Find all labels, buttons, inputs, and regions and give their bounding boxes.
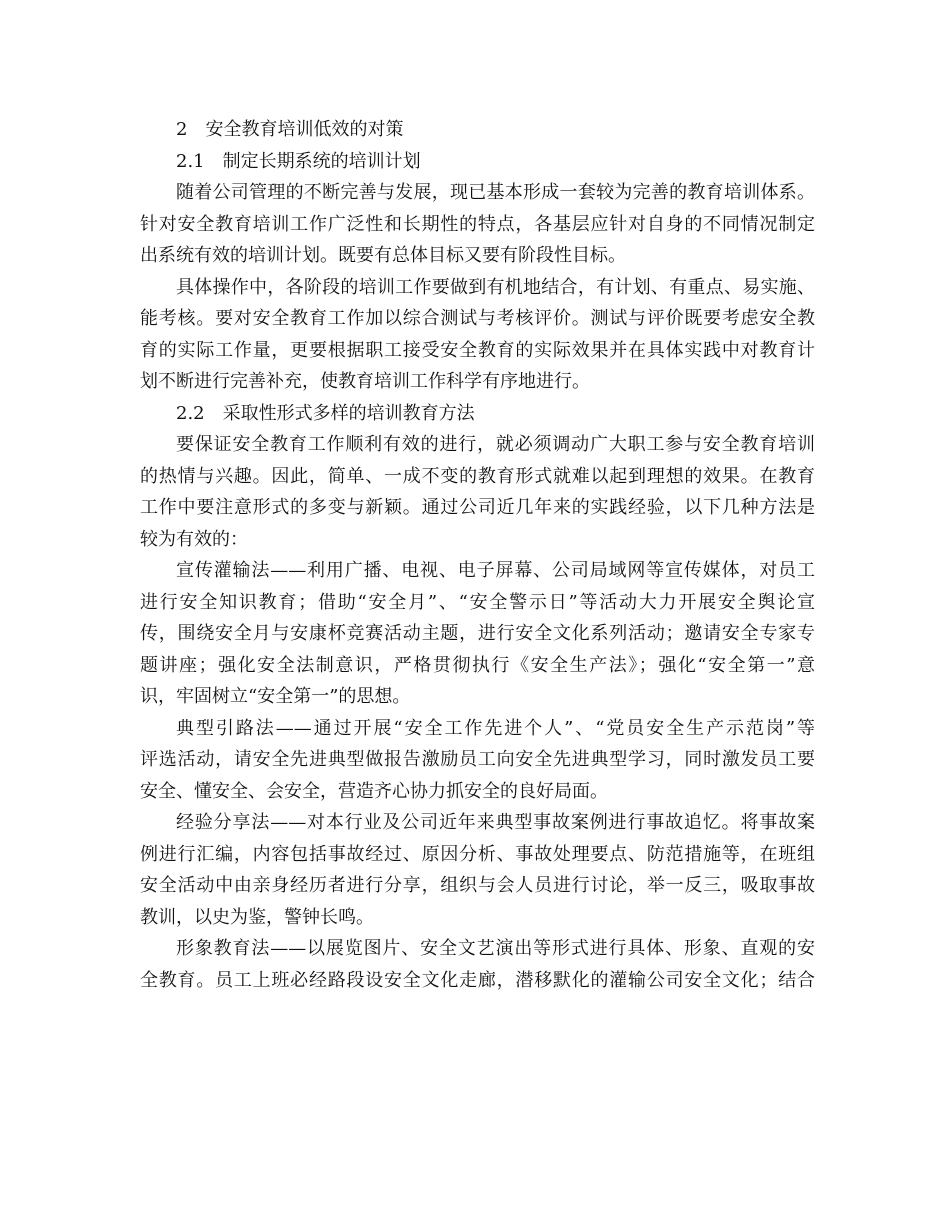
paragraph-line: 形象教育法——以展览图片、安全文艺演出等形式进行具体、形象、直观的安 bbox=[176, 938, 815, 959]
paragraph-line: 能考核。要对安全教育工作加以综合测试与考核评价。测试与评价既要考虑安全教 bbox=[140, 308, 815, 329]
paragraph-line: 典型引路法——通过开展“安全工作先进个人”、“党员安全生产示范岗”等 bbox=[176, 717, 815, 739]
paragraph-line: 经验分享法——对本行业及公司近年来典型事故案例进行事故追忆。将事故案 bbox=[176, 812, 815, 833]
paragraph-line: 教训，以史为鉴，警钟长鸣。 bbox=[140, 906, 374, 928]
paragraph-line: 宣传灌输法——利用广播、电视、电子屏幕、公司局域网等宣传媒体，对员工 bbox=[176, 560, 815, 581]
paragraph-line: 较为有效的： bbox=[140, 528, 248, 550]
paragraph-2-2-2 bbox=[140, 555, 815, 713]
paragraph-line: 随着公司管理的不断完善与发展，现已基本形成一套较为完善的教育培训体系。 bbox=[176, 182, 815, 203]
paragraph-2-1-2 bbox=[140, 272, 815, 398]
paragraph-line: 题讲座；强化安全法制意识，严格贯彻执行《安全生产法》；强化“安全第一”意 bbox=[140, 654, 815, 676]
document-page bbox=[140, 114, 815, 996]
paragraph-line: 全教育。员工上班必经路段设安全文化走廊，潜移默化的灌输公司安全文化；结合 bbox=[140, 969, 815, 991]
subsection-heading-2-1: 2.1 制定长期系统的培训计划 bbox=[176, 150, 421, 172]
paragraph-line: 评选活动，请安全先进典型做报告激励员工向安全先进典型学习，同时激发员工要 bbox=[140, 749, 815, 770]
paragraph-line: 的热情与兴趣。因此，简单、一成不变的教育形式就难以起到理想的效果。在教育 bbox=[140, 465, 815, 487]
paragraph-line: 出系统有效的培训计划。既要有总体目标又要有阶段性目标。 bbox=[140, 245, 626, 266]
paragraph-2-2-3 bbox=[140, 713, 815, 808]
paragraph-line: 传，围绕安全月与安康杯竞赛活动主题，进行安全文化系列活动；邀请安全专家专 bbox=[140, 623, 815, 644]
paragraph-line: 育的实际工作量，更要根据职工接受安全教育的实际效果并在具体实践中对教育计 bbox=[140, 339, 815, 361]
paragraph-line: 划不断进行完善补充，使教育培训工作科学有序地进行。 bbox=[140, 371, 590, 392]
paragraph-2-2-5 bbox=[140, 933, 815, 996]
paragraph-line: 识，牢固树立“安全第一”的思想。 bbox=[140, 686, 411, 707]
subsection-heading-2-2: 2.2 采取性形式多样的培训教育方法 bbox=[176, 402, 475, 424]
paragraph-2-2-1 bbox=[140, 429, 815, 555]
paragraph-line: 进行安全知识教育；借助“安全月”、“安全警示日”等活动大力开展安全舆论宣 bbox=[140, 591, 815, 613]
paragraph-2-1-1 bbox=[140, 177, 815, 272]
paragraph-line: 安全活动中由亲身经历者进行分享，组织与会人员进行讨论，举一反三，吸取事故 bbox=[140, 875, 815, 896]
paragraph-line: 工作中要注意形式的多变与新颖。通过公司近几年来的实践经验，以下几种方法是 bbox=[140, 497, 815, 518]
paragraph-line: 要保证安全教育工作顺利有效的进行，就必须调动广大职工参与安全教育培训 bbox=[176, 434, 815, 455]
paragraph-line: 具体操作中，各阶段的培训工作要做到有机地结合，有计划、有重点、易实施、 bbox=[176, 276, 815, 298]
section-heading-2: 2 安全教育培训低效的对策 bbox=[176, 119, 404, 140]
paragraph-line: 例进行汇编，内容包括事故经过、原因分析、事故处理要点、防范措施等，在班组 bbox=[140, 843, 815, 865]
paragraph-line: 安全、懂安全、会安全，营造齐心协力抓安全的良好局面。 bbox=[140, 780, 608, 802]
paragraph-line: 针对安全教育培训工作广泛性和长期性的特点，各基层应针对自身的不同情况制定 bbox=[140, 213, 815, 235]
paragraph-2-2-4 bbox=[140, 807, 815, 933]
